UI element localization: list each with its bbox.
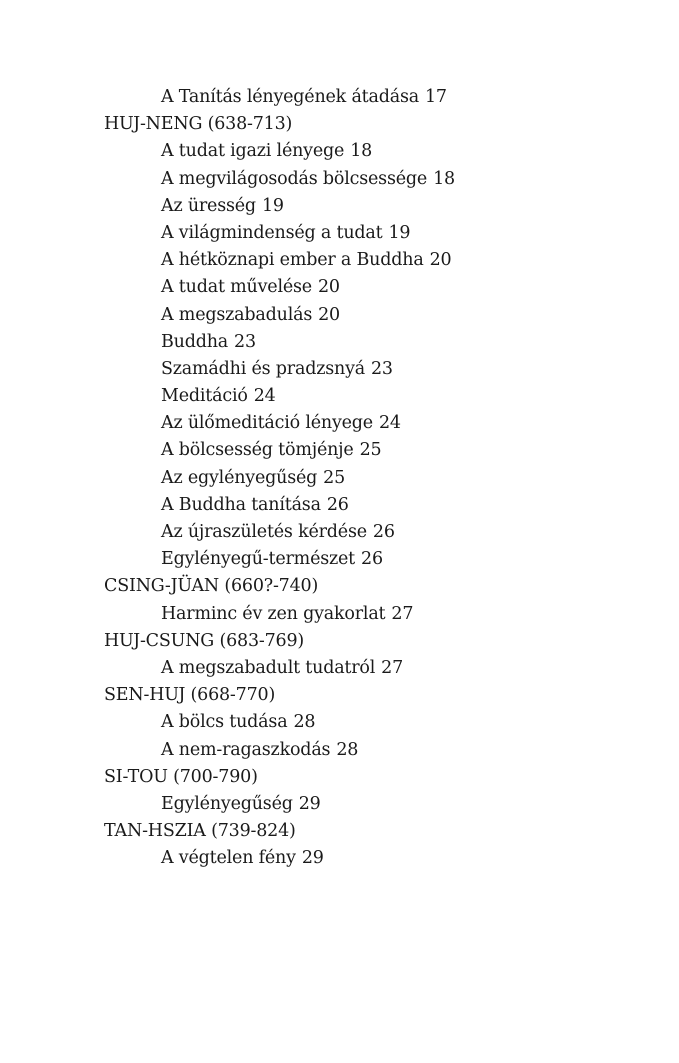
toc-entry-title: A nem-ragaszkodás bbox=[161, 739, 331, 760]
toc-entry bbox=[104, 274, 455, 301]
toc-entry-title: HUJ-NENG (638-713) bbox=[104, 114, 293, 135]
toc-entry bbox=[104, 791, 455, 818]
toc-entry-title: A bölcsesség tömjénje bbox=[161, 440, 354, 461]
toc-entry bbox=[104, 84, 455, 111]
toc-page-number: 19 bbox=[388, 222, 411, 243]
toc-page-number: 20 bbox=[318, 304, 340, 325]
toc-entry bbox=[104, 601, 455, 628]
toc-entry-title: A megszabadult tudatról bbox=[161, 657, 376, 678]
toc-page-number: 27 bbox=[391, 603, 414, 624]
toc-entry bbox=[104, 519, 455, 546]
toc-entry-title: TAN-HSZIA (739-824) bbox=[104, 821, 296, 842]
toc-entry-title: A megszabadulás bbox=[161, 304, 313, 325]
toc-page-number: 28 bbox=[336, 739, 359, 760]
toc-entry bbox=[104, 465, 455, 492]
toc-page-number: 25 bbox=[359, 440, 382, 461]
toc-page-number: 17 bbox=[425, 87, 447, 107]
toc-page-number: 28 bbox=[293, 712, 316, 733]
toc-section-heading bbox=[104, 764, 455, 791]
toc-entry-title: A hétköznapi ember a Buddha bbox=[161, 250, 424, 271]
toc-entry-title: Egylényegűség bbox=[161, 793, 293, 814]
toc-page-number: 24 bbox=[253, 386, 276, 407]
toc-page-number: 23 bbox=[234, 331, 256, 352]
toc-entry-title: Szamádhi és pradzsnyá bbox=[161, 358, 365, 379]
toc-entry bbox=[104, 655, 455, 682]
toc-entry bbox=[104, 138, 455, 165]
toc-entry-title: HUJ-CSUNG (683-769) bbox=[104, 630, 305, 651]
toc-entry-title: A Tanítás lényegének átadása bbox=[161, 87, 419, 107]
toc-page-number: 26 bbox=[361, 549, 383, 570]
toc-entry bbox=[104, 410, 455, 437]
toc-page-number: 23 bbox=[371, 358, 393, 379]
toc-entry bbox=[104, 356, 455, 383]
toc-section-heading bbox=[104, 628, 455, 655]
toc-page-number: 20 bbox=[317, 277, 340, 298]
toc-entry bbox=[104, 546, 455, 573]
toc-entry-title: A tudat művelése bbox=[161, 277, 312, 298]
table-of-contents bbox=[104, 84, 455, 872]
toc-entry-title: A tudat igazi lényege bbox=[161, 141, 345, 162]
toc-entry-title: Meditáció bbox=[161, 386, 248, 407]
toc-entry bbox=[104, 437, 455, 464]
toc-section-heading bbox=[104, 818, 455, 845]
toc-entry bbox=[104, 709, 455, 736]
toc-entry-title: Harminc év zen gyakorlat bbox=[161, 603, 386, 624]
toc-page-number: 19 bbox=[261, 195, 284, 216]
toc-entry bbox=[104, 166, 455, 193]
toc-page-number: 29 bbox=[298, 793, 321, 814]
toc-entry bbox=[104, 302, 455, 329]
toc-entry-title: A bölcs tudása bbox=[161, 712, 288, 733]
toc-entry bbox=[104, 737, 455, 764]
toc-page-number: 26 bbox=[372, 522, 395, 542]
toc-page-number: 25 bbox=[323, 467, 346, 488]
toc-entry bbox=[104, 329, 455, 356]
toc-page-number: 20 bbox=[429, 250, 452, 271]
toc-page-number: 29 bbox=[301, 848, 324, 869]
toc-page-number: 24 bbox=[378, 413, 401, 434]
toc-entry-title: Az üresség bbox=[161, 195, 256, 216]
toc-entry bbox=[104, 247, 455, 274]
toc-page-number: 27 bbox=[381, 657, 404, 678]
toc-entry-title: Az egylényegűség bbox=[161, 467, 318, 488]
toc-entry bbox=[104, 193, 455, 220]
toc-entry-title: Az ülőmeditáció lényege bbox=[161, 413, 373, 434]
toc-entry-title: A végtelen fény bbox=[161, 848, 296, 869]
toc-entry-title: Buddha bbox=[161, 331, 229, 352]
toc-page-number: 18 bbox=[433, 168, 455, 189]
toc-page-number: 18 bbox=[350, 141, 373, 162]
toc-entry-title: A megvilágosodás bölcsessége bbox=[161, 168, 428, 189]
toc-entry-title: Az újraszületés kérdése bbox=[161, 522, 367, 542]
toc-section-heading bbox=[104, 111, 455, 138]
toc-page-number: 26 bbox=[326, 494, 349, 515]
toc-entry bbox=[104, 383, 455, 410]
toc-entry bbox=[104, 492, 455, 519]
toc-entry bbox=[104, 845, 455, 872]
toc-entry-title: Egylényegű-természet bbox=[161, 549, 356, 570]
toc-entry-title: SI-TOU (700-790) bbox=[104, 766, 258, 787]
toc-entry-title: A Buddha tanítása bbox=[161, 494, 321, 515]
toc-section-heading bbox=[104, 573, 455, 600]
toc-section-heading bbox=[104, 682, 455, 709]
toc-entry-title: A világmindenség a tudat bbox=[161, 222, 383, 243]
toc-entry-title: CSING-JÜAN (660?-740) bbox=[104, 576, 319, 597]
toc-entry-title: SEN-HUJ (668-770) bbox=[104, 685, 276, 706]
toc-entry bbox=[104, 220, 455, 247]
